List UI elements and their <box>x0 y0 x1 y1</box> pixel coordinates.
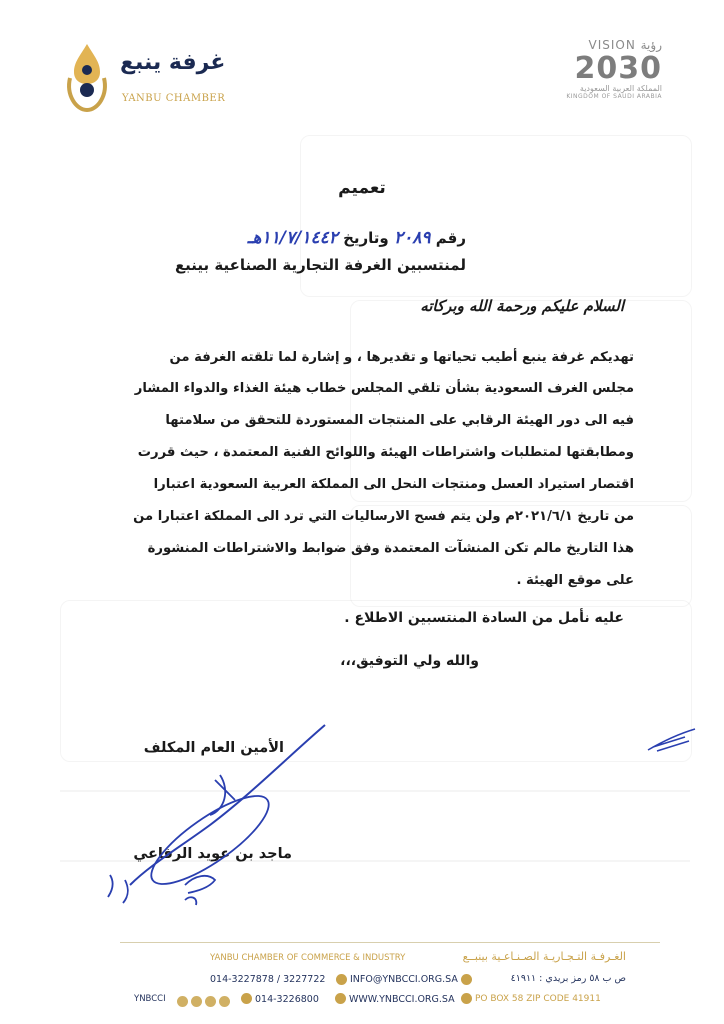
footer-social-handle: YNBCCI <box>134 994 166 1004</box>
body-line: فيه الى دور الهيئة الرقابي على المنتجات المستوردة للتحقق من سلامتها <box>165 413 634 428</box>
instagram-icon <box>191 996 202 1007</box>
globe-icon <box>335 993 346 1004</box>
tawfeeq-line: والله ولي التوفيق،،، <box>340 653 479 669</box>
closing-line: عليه نأمل من السادة المنتسبين الاطلاع . <box>344 610 624 626</box>
body-line: هذا التاريخ مالم تكن المنشآت المعتمدة وفق ضوابط والاشتراطات المنشورة <box>147 541 634 556</box>
ref-date: ١١/٧/١٤٤٢هـ <box>247 228 338 248</box>
initials-mark <box>645 725 700 755</box>
chamber-name-arabic: غرفة ينبع <box>120 50 226 75</box>
signatory-name: ماجد بن عويد الرفاعي <box>133 846 292 862</box>
body-line: على موقع الهيئة . <box>516 573 634 588</box>
signatory-title: الأمين العام المكلف <box>143 740 284 756</box>
footer-fax: 014-3226800 <box>255 994 319 1005</box>
vision-label: VISION رؤية <box>588 38 662 52</box>
chamber-name-english: YANBU CHAMBER <box>122 93 226 104</box>
vision-kingdom-arabic: المملكة العربية السعودية <box>579 84 662 93</box>
fax-icon <box>241 993 252 1004</box>
email-icon <box>336 974 347 985</box>
droplet-logo-icon <box>62 40 112 115</box>
footer-po-english: PO BOX 58 ZIP CODE 41911 <box>475 994 601 1004</box>
footer-phones: 014-3227878 / 3227722 <box>210 974 326 985</box>
addressee: لمنتسبين الغرفة التجارية الصناعية بينبع <box>174 256 466 274</box>
ref-prefix: رقم <box>435 229 466 247</box>
reference-line <box>248 228 466 248</box>
social-icons <box>177 992 233 1004</box>
vision-2030-logo <box>552 38 662 116</box>
greeting: السلام عليكم ورحمة الله وبركاته <box>420 297 624 315</box>
facebook-icon <box>205 996 216 1007</box>
footer-divider <box>120 942 660 943</box>
handwritten-signature <box>90 715 350 915</box>
footer-org-english: YANBU CHAMBER OF COMMERCE & INDUSTRY <box>210 953 406 963</box>
footer-website: WWW.YNBCCI.ORG.SA <box>349 994 455 1005</box>
footer-email: INFO@YNBCCI.ORG.SA <box>350 974 458 985</box>
vision-kingdom-english: KINGDOM OF SAUDI ARABIA <box>566 93 662 100</box>
footer-org-arabic: الغـرفـة التـجـاريـة الصـنـاعـية بينبــع <box>462 950 626 963</box>
yanbu-chamber-logo <box>62 40 226 115</box>
ref-date-label: وتاريخ <box>343 229 389 247</box>
body-line: اقتصار استيراد العسل ومنتجات النحل الى المملكة العربية السعودية اعتبارا <box>153 477 634 492</box>
body-line: مجلس الغرف السعودية بشأن تلقي المجلس خطاب هيئة الغذاء والدواء المشار <box>134 381 634 396</box>
body-line: ومطابقتها لمتطلبات واشتراطات الهيئة واللوائح الفنية المعتمدة ، حيث قررت <box>137 445 634 460</box>
vision-year: 2030 <box>574 51 662 86</box>
mailbox-icon <box>461 974 472 985</box>
body-line: من تاريخ ٢٠٢١/٦/١م ولن يتم فسح الارساليات التي ترد الى المملكة اعتبارا من <box>133 509 634 524</box>
footer-po-arabic: ص ب ٥٨ رمز بريدي : ٤١٩١١ <box>510 973 626 984</box>
twitter-icon <box>177 996 188 1007</box>
youtube-icon <box>219 996 230 1007</box>
circular-title: تعميم <box>338 178 386 198</box>
show-through-box <box>350 300 692 502</box>
ref-number: ٢٠٨٩ <box>394 228 431 248</box>
po-box-icon <box>461 993 472 1004</box>
body-line: تهديكم غرفة ينبع أطيب تحياتها و تقديرها ، و إشارة لما تلقته الغرفة من <box>169 350 634 365</box>
